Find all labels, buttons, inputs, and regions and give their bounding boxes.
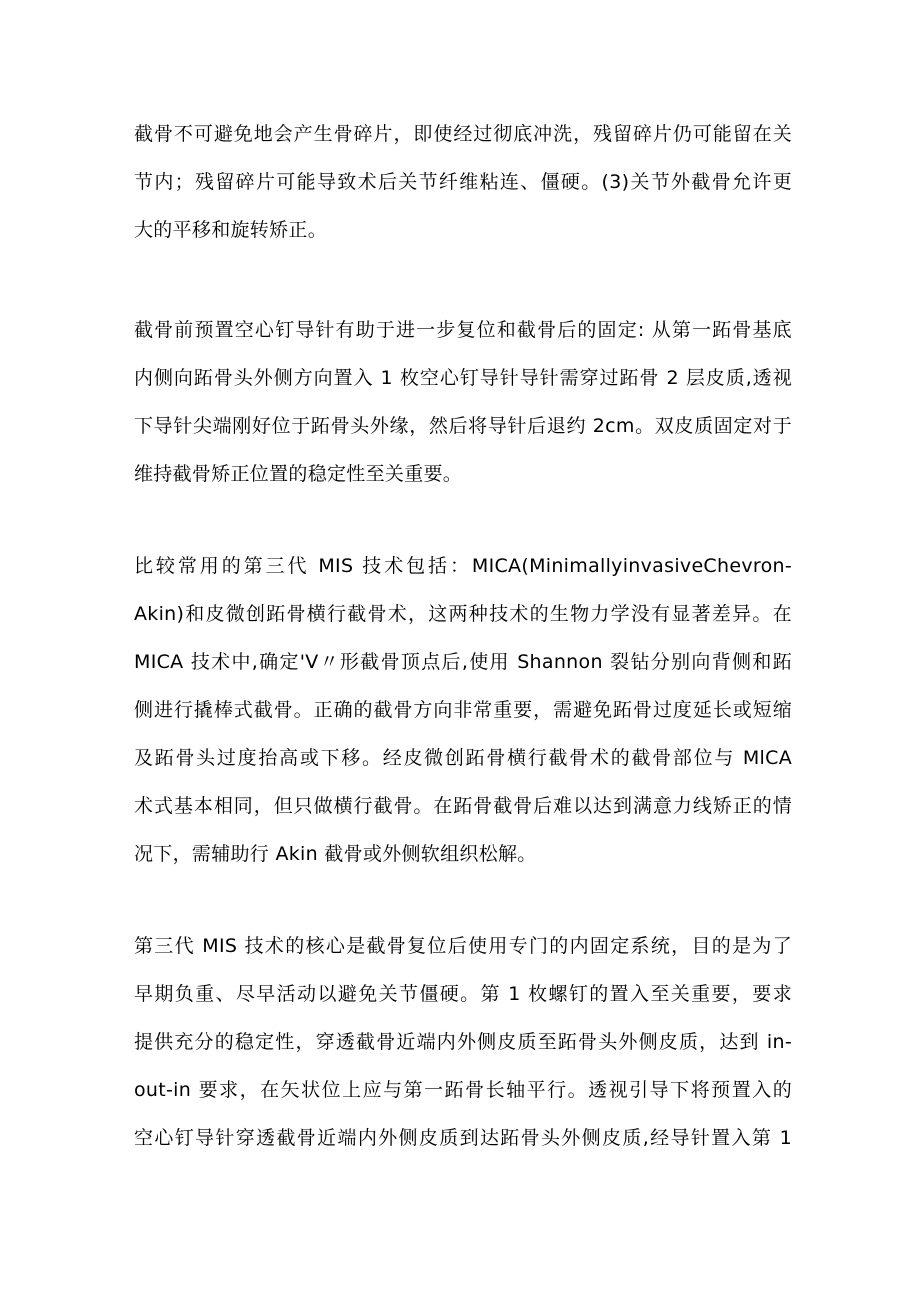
text-line: 下导针尖端刚好位于跖骨头外缘，然后将导针后退约 2cm。双皮质固定对于 xyxy=(134,415,792,437)
paragraph-intra-articular-osteotomy xyxy=(134,110,792,254)
text-line: 侧进行撬棒式截骨。正确的截骨方向非常重要，需避免跖骨过度延长或短缩 xyxy=(134,699,792,721)
text-line: 内侧向跖骨头外侧方向置入 1 枚空心钉导针导针需穿过跖骨 2 层皮质,透视 xyxy=(134,367,792,389)
text-line: 截骨不可避免地会产生骨碎片，即使经过彻底冲洗，残留碎片仍可能留在关 xyxy=(134,123,792,145)
text-line: Akin)和皮微创跖骨横行截骨术，这两种技术的生物力学没有显著差异。在 xyxy=(134,603,792,625)
text-line: 大的平移和旋转矫正。 xyxy=(134,219,328,241)
text-line: 早期负重、尽早活动以避免关节僵硬。第 1 枚螺钉的置入至关重要，要求 xyxy=(134,983,792,1005)
text-line: 截骨前预置空心钉导针有助于进一步复位和截骨后的固定: 从第一跖骨基底 xyxy=(134,319,792,341)
text-line: 节内；残留碎片可能导致术后关节纤维粘连、僵硬。(3)关节外截骨允许更 xyxy=(134,171,792,193)
paragraph-internal-fixation-system xyxy=(134,922,792,1162)
text-line: 比较常用的第三代 MIS 技术包括：MICA(MinimallyinvasiveChevron- xyxy=(134,555,792,577)
text-line: 提供充分的稳定性，穿透截骨近端内外侧皮质至跖骨头外侧皮质，达到 in- xyxy=(134,1031,792,1053)
text-line: 维持截骨矫正位置的稳定性至关重要。 xyxy=(134,463,463,485)
text-line: 空心钉导针穿透截骨近端内外侧皮质到达跖骨头外侧皮质,经导针置入第 1 xyxy=(134,1127,792,1149)
text-line: 术式基本相同，但只做横行截骨。在跖骨截骨后难以达到满意力线矫正的情 xyxy=(134,795,792,817)
paragraph-guide-pin-placement xyxy=(134,306,792,498)
paragraph-third-generation-mis-techniques xyxy=(134,542,792,878)
text-line: 况下，需辅助行 Akin 截骨或外侧软组织松解。 xyxy=(134,843,537,865)
text-line: out-in 要求，在矢状位上应与第一跖骨长轴平行。透视引导下将预置入的 xyxy=(134,1079,792,1101)
text-line: 及跖骨头过度抬高或下移。经皮微创跖骨横行截骨术的截骨部位与 MlCA xyxy=(134,747,792,769)
text-line: 第三代 MIS 技术的核心是截骨复位后使用专门的内固定系统，目的是为了 xyxy=(134,935,792,957)
text-line: MICA 技术中,确定'V〃形截骨顶点后,使用 Shannon 裂钻分别向背侧和跖 xyxy=(134,651,792,673)
